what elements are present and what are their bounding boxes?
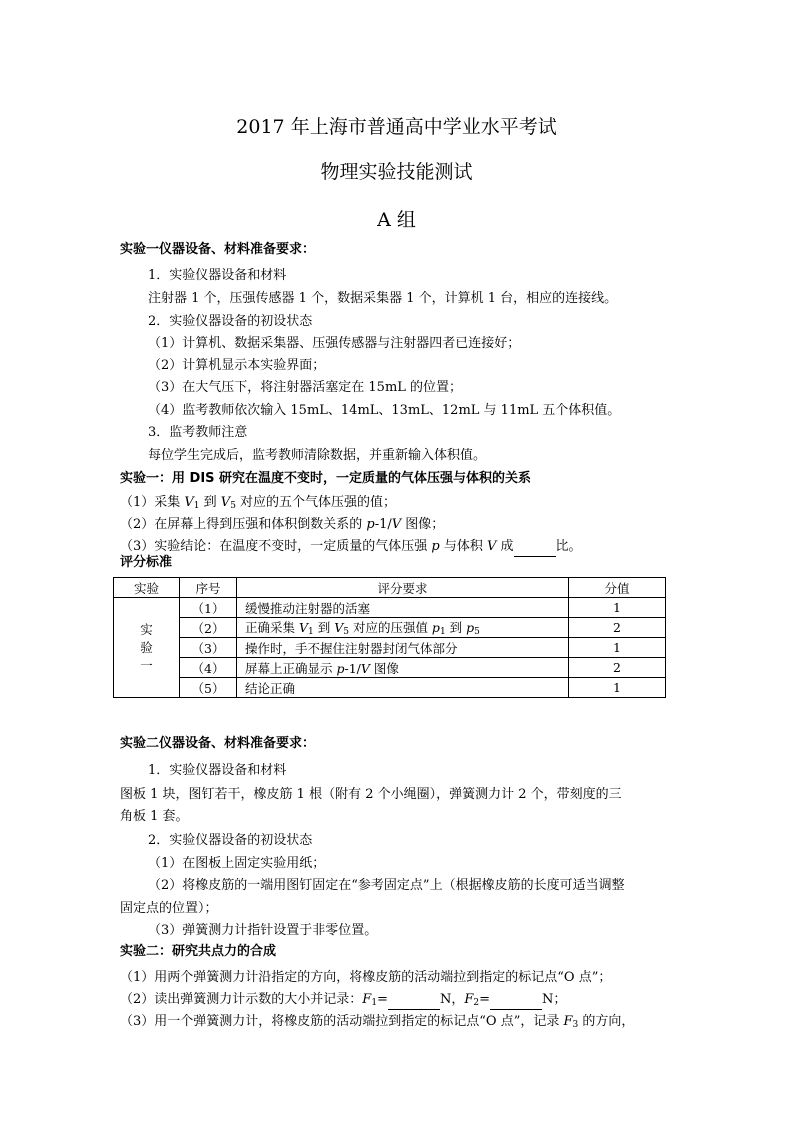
exp2-prep-heading: 实验二仪器设备、材料准备要求： [120,736,316,751]
answer-blank [388,991,440,1010]
row-requirement: 缓慢推动注射器的活塞 [237,598,569,618]
group-label: A 组 [377,209,416,231]
table-row [114,598,666,618]
exp1-step-3: （3）实验结论：在温度不变时，一定质量的气体压强 p 与体积 V 成 比。 [120,538,582,557]
exp1-heading: 实验一：用 DIS 研究在温度不变时，一定质量的气体压强与体积的关系 [120,471,532,486]
row-number: （2） [180,618,237,638]
scoring-heading: 评分标准 [120,555,173,570]
exp1-step-1: （1）采集 $V_1$ 到 $V_5$ 对应的五个气体压强的值； [120,495,397,511]
exp1-prep-heading: 实验一仪器设备、材料准备要求： [120,242,316,257]
experiment-label-char: 实 [140,621,153,637]
exp2-prep-s1-text: 图板 1 块，图钉若干，橡皮筋 1 根（附有 2 个小绳圈），弹簧测力计 2 个，带刻度的三 [120,787,622,802]
row-number: （1） [180,598,237,618]
exp2-step-3: （3）用一个弹簧测力计，将橡皮筋的活动端拉到指定的标记点“O 点”，记录 $F_3$ 的方向， [120,1014,635,1030]
row-number: （5） [180,678,237,698]
scoring-table [113,577,666,698]
exp1-prep-s2-item: （2）计算机显示本实验界面； [148,358,326,373]
document-title: 2017 年上海市普通高中学业水平考试 [236,116,557,138]
row-number: （4） [180,658,237,678]
exp2-prep-s1-text-cont: 角板 1 套。 [120,809,189,824]
exp1-prep-s2-item: （1）计算机、数据采集器、压强传感器与注射器四者已连接好； [148,336,521,351]
document-subtitle: 物理实验技能测试 [320,161,473,183]
exp1-prep-s2-title: 2．实验仪器设备的初设状态 [148,314,313,329]
exp2-step-2: （2）读出弹簧测力计示数的大小并记录：$F_1= N$，$F_2= N$； [120,992,567,1008]
experiment-label-cell [114,598,180,698]
row-requirement: 操作时，手不握住注射器封闭气体部分 [237,638,569,658]
answer-blank [514,538,556,557]
row-requirement: 结论正确 [237,678,569,698]
experiment-label-char: 验 [140,639,153,655]
exp2-prep-s2-item: （1）在图板上固定实验用纸； [148,856,326,871]
table-header: 分值 [569,578,666,598]
exp2-prep-s1-title: 1．实验仪器设备和材料 [148,763,287,778]
exp1-prep-s3-text: 每位学生完成后，监考教师清除数据，并重新输入体积值。 [148,448,487,463]
exp1-prep-s2-item: （4）监考教师依次输入 15mL、14mL、13mL、12mL 与 11mL 五个体积值。 [148,403,621,418]
row-score: 2 [569,618,666,638]
row-score: 1 [569,678,666,698]
table-header: 评分要求 [237,578,569,598]
exp1-prep-s1-text: 注射器 1 个，压强传感器 1 个，数据采集器 1 个，计算机 1 台，相应的连接线。 [148,291,618,306]
row-number: （3） [180,638,237,658]
row-score: 1 [569,638,666,658]
exp2-prep-s2-item: （2）将橡皮筋的一端用图钉固定在“参考固定点”上（根据橡皮筋的长度可适当调整 [148,878,625,893]
table-header: 序号 [180,578,237,598]
row-score: 2 [569,658,666,678]
exp2-prep-s2-item: （3）弹簧测力计指针设置于非零位置。 [148,923,378,938]
table-header-row [114,578,666,598]
exp2-step-1: （1）用两个弹簧测力计沿指定的方向，将橡皮筋的活动端拉到指定的标记点“O 点”； [120,970,612,985]
table-header: 实验 [114,578,180,598]
answer-blank [490,991,542,1010]
table-row [114,658,666,678]
exp1-prep-s2-item: （3）在大气压下，将注射器活塞定在 15mL 的位置； [148,380,463,395]
exp2-prep-s2-item-cont: 固定点的位置）； [120,901,218,916]
row-score: 1 [569,598,666,618]
row-requirement: 正确采集 $V_1$ 到 $V_5$ 对应的压强值 $p_1$ 到 $p_5$ [237,618,569,638]
experiment-label-char: 一 [140,657,153,673]
row-requirement: 屏幕上正确显示 p-1/V 图像 [237,658,569,678]
exp1-prep-s1-title: 1．实验仪器设备和材料 [148,268,287,283]
exp2-heading: 实验二：研究共点力的合成 [120,944,277,959]
exp1-step-2: （2）在屏幕上得到压强和体积倒数关系的 p-1/V 图像； [120,517,445,532]
exp1-prep-s3-title: 3．监考教师注意 [148,425,248,440]
table-row [114,618,666,638]
table-row [114,678,666,698]
exp2-prep-s2-title: 2．实验仪器设备的初设状态 [148,833,313,848]
table-row [114,638,666,658]
